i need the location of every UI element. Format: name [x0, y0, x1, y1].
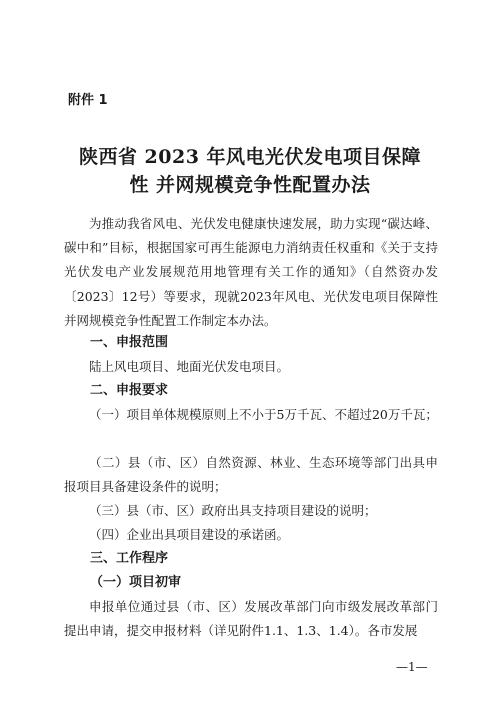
section-2-item-2: （二）县（市、区）自然资源、林业、生态环境等部门出具申报项目具备建设条件的说明；: [64, 455, 438, 494]
section-1-text: 陆上风电项目、地面光伏发电项目。: [89, 359, 290, 374]
section-3-heading: 三、工作程序: [90, 551, 169, 566]
section-3-sub-1-text: 申报单位通过县（市、区）发展改革部门向市级发展改革部门提出申请，提交申报材料（详见附件1.1、1.3、1.4）。各市发展: [64, 599, 438, 638]
section-2-item-4: （四）企业出具项目建设的承诺函。: [89, 527, 290, 542]
section-3-subheading-1: （一）项目初审: [90, 575, 182, 590]
attachment-label: 附件 1: [68, 93, 108, 108]
section-2-item-3: （三）县（市、区）政府出具支持项目建设的说明；: [89, 503, 377, 518]
section-2-item-1: （一）项目单体规模原则上不小于5万千瓦、不超过20万千瓦；: [89, 407, 438, 422]
page-number: —1—: [396, 660, 428, 674]
intro-paragraph: 为推动我省风电、光伏发电健康快速发展，助力实现“碳达峰、碳中和”目标，根据国家可再生能源电力消纳责任权重和《关于支持光伏发电产业发展规范用地管理有关工作的通知》（自然资办发〔2023〕12号）等要求，现就2023年风电、光伏发电项目保障性并网规模竞争性配置工作制定本办法。: [64, 216, 438, 328]
section-2-heading: 二、申报要求: [90, 383, 169, 398]
document-title-line-2: 性 并网规模竞争性配置办法: [129, 174, 371, 196]
document-title-line-1: 陕西省 2023 年风电光伏发电项目保障: [78, 146, 422, 168]
section-1-heading: 一、申报范围: [90, 335, 169, 350]
